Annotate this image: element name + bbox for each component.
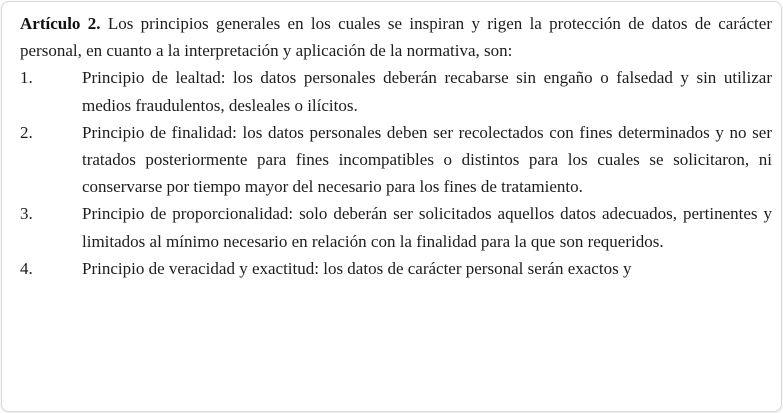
- list-item: [20, 64, 772, 118]
- item-number: 1.: [20, 68, 33, 88]
- principles-list: [20, 64, 772, 282]
- list-item: [20, 200, 772, 254]
- item-text: Principio de finalidad: los datos personales deben ser recolectados con fines determinados y no ser tratados posteriormente para fines incompatibles o distintos para los cuales se solicitaron, ni conservarse por tiempo mayor del necesario para los fines de tratamiento.: [82, 122, 772, 197]
- article-paragraph: [20, 10, 772, 64]
- list-item: [20, 255, 772, 282]
- item-number: 2.: [20, 122, 33, 142]
- item-text: Principio de lealtad: los datos personales deberán recabarse sin engaño o falsedad y sin utilizar medios fraudulentos, desleales o ilícitos.: [82, 68, 772, 115]
- article-heading: Artículo 2.: [20, 14, 101, 33]
- list-item: [20, 119, 772, 201]
- article-intro: Los principios generales en los cuales se inspiran y rigen la protección de datos de carácter personal, en cuanto a la interpretación y aplicación de la normativa, son:: [20, 14, 772, 61]
- document-body: [20, 10, 772, 282]
- item-text: Principio de veracidad y exactitud: los datos de carácter personal serán exactos y: [82, 258, 632, 278]
- item-number: 3.: [20, 204, 33, 224]
- document-excerpt: [1, 1, 782, 412]
- item-text: Principio de proporcionalidad: solo deberán ser solicitados aquellos datos adecuados, pertinentes y limitados al mínimo necesario en relación con la finalidad para la que son requeridos.: [82, 204, 772, 251]
- item-number: 4.: [20, 258, 33, 278]
